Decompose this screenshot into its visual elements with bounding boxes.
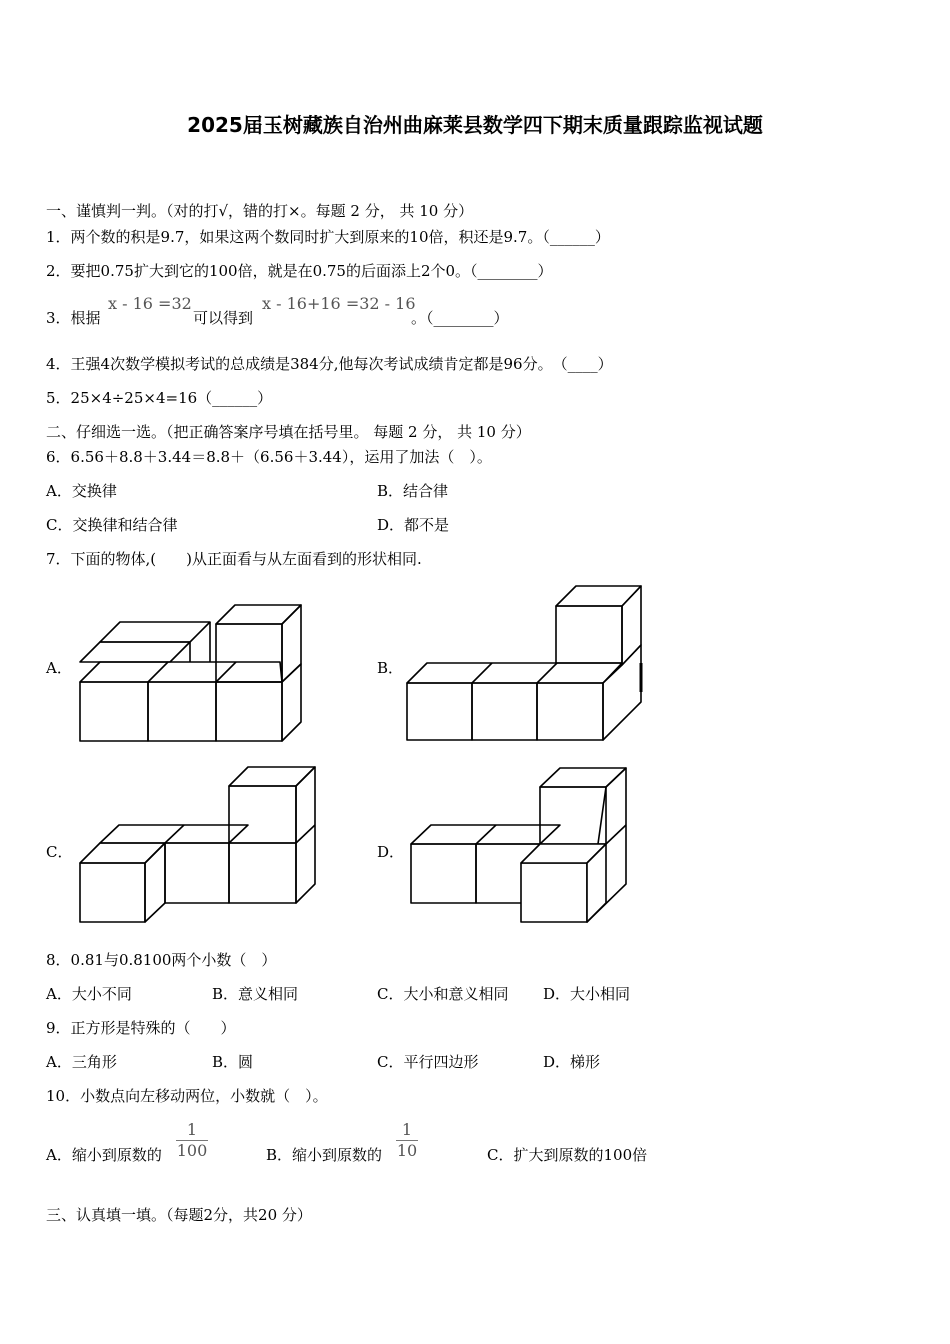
q6-option-a: A．交换律 (46, 482, 117, 500)
q8-option-c: C．大小和意义相同 (377, 985, 509, 1003)
q9-option-b: B．圆 (212, 1053, 254, 1071)
q7-option-d: D． (377, 843, 405, 861)
question-9: 9．正方形是特殊的（ ） (46, 1019, 236, 1037)
q10-option-c: C．扩大到原数的100倍 (487, 1146, 648, 1164)
q10-option-b: B．缩小到原数的 (266, 1146, 383, 1164)
q6-option-d: D．都不是 (377, 516, 450, 534)
question-3-suffix: 。（________） (411, 309, 509, 327)
q10-option-b-fraction (396, 1121, 418, 1160)
q8-option-d: D．大小相同 (543, 985, 631, 1003)
cube-figure-b (400, 580, 650, 750)
q7-option-a: A． (46, 659, 72, 677)
fraction-numerator: 1 (186, 1120, 198, 1139)
question-7: 7．下面的物体,( )从正面看与从左面看到的形状相同. (46, 550, 422, 568)
question-3-expression-2: x - 16+16 =32 - 16 (262, 294, 416, 313)
q10-option-a: A．缩小到原数的 (46, 1146, 162, 1164)
q8-option-a: A．大小不同 (46, 985, 132, 1003)
question-8: 8．0.81与0.8100两个小数（ ） (46, 951, 277, 969)
q7-option-c: C． (46, 843, 73, 861)
section-2-heading: 二、仔细选一选。（把正确答案序号填在括号里。 每题 2 分， 共 10 分） (46, 423, 531, 441)
question-4: 4．王强4次数学模拟考试的总成绩是384分,他每次考试成绩肯定都是96分。 （____） (46, 355, 613, 373)
cube-figure-d (400, 760, 640, 930)
question-3-prefix: 3．根据 (46, 309, 101, 327)
question-2: 2．要把0.75扩大到它的100倍，就是在0.75的后面添上2个0。（________） (46, 262, 553, 280)
q10-option-a-fraction (176, 1121, 208, 1160)
page-title: 2025届玉树藏族自治州曲麻莱县数学四下期末质量跟踪监视试题 (187, 113, 763, 137)
question-3-expression-1: x - 16 =32 (108, 294, 192, 313)
cube-figure-a (70, 595, 310, 750)
q9-option-c: C．平行四边形 (377, 1053, 479, 1071)
question-3-middle: 可以得到 (193, 309, 254, 327)
fraction-numerator: 1 (401, 1120, 413, 1139)
q7-option-b: B． (377, 659, 404, 677)
q9-option-a: A．三角形 (46, 1053, 117, 1071)
cube-figure-c (70, 760, 330, 930)
q8-option-b: B．意义相同 (212, 985, 299, 1003)
q9-option-d: D．梯形 (543, 1053, 601, 1071)
fraction-denominator: 10 (396, 1141, 418, 1160)
question-5: 5．25×4÷25×4=16（______） (46, 389, 273, 407)
fraction-denominator: 100 (176, 1141, 208, 1160)
question-1: 1．两个数的积是9.7，如果这两个数同时扩大到原来的10倍，积还是9.7。（______） (46, 228, 610, 246)
question-10: 10．小数点向左移动两位，小数就（ ）。 (46, 1087, 328, 1105)
question-6: 6．6.56＋8.8＋3.44＝8.8＋（6.56＋3.44），运用了加法（ ）。 (46, 448, 492, 466)
section-3-heading: 三、认真填一填。（每题2分，共20 分） (46, 1206, 312, 1224)
q6-option-c: C．交换律和结合律 (46, 516, 178, 534)
q6-option-b: B．结合律 (377, 482, 449, 500)
section-1-heading: 一、谨慎判一判。（对的打√，错的打×。每题 2 分， 共 10 分） (46, 202, 474, 220)
